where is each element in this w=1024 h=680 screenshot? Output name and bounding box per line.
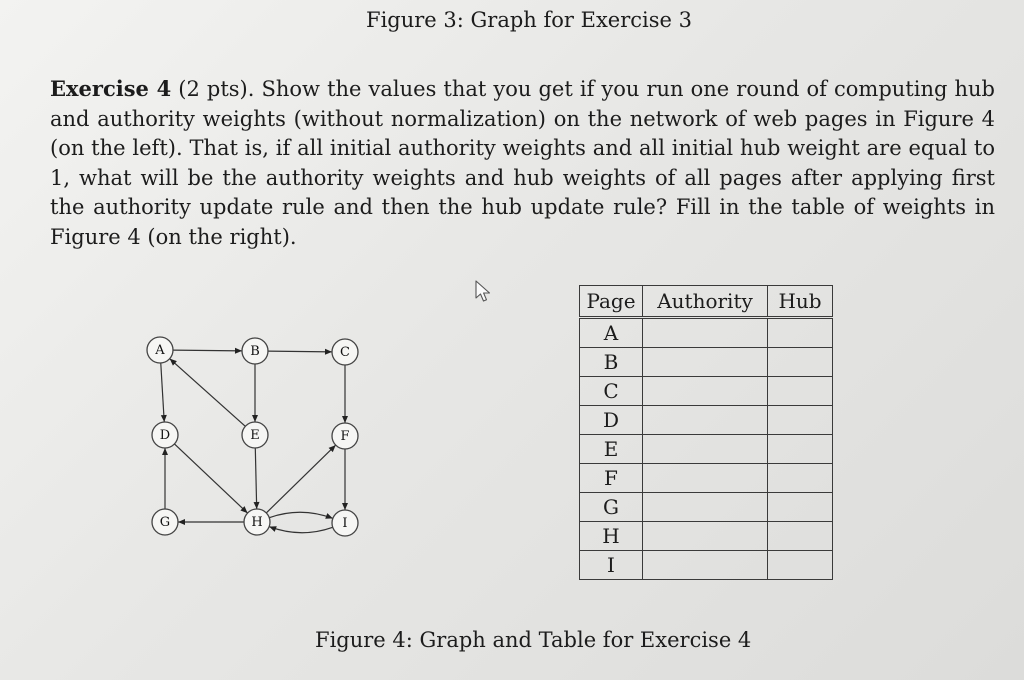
graph-edge-b-c: [268, 349, 332, 355]
table-row: [580, 464, 833, 493]
page-cell: E: [580, 435, 643, 464]
header-page: Page: [580, 286, 643, 318]
hub-cell[interactable]: [768, 377, 833, 406]
hub-cell[interactable]: [768, 464, 833, 493]
hub-cell[interactable]: [768, 435, 833, 464]
exercise-points: (2 pts).: [178, 77, 255, 101]
authority-cell[interactable]: [643, 464, 768, 493]
node-label: C: [340, 345, 350, 360]
page-cell: F: [580, 464, 643, 493]
table-row: [580, 493, 833, 522]
graph-node-g: [152, 509, 178, 535]
graph-edge-a-b: [173, 348, 242, 354]
table-row: [580, 551, 833, 580]
page-cell: B: [580, 348, 643, 377]
hub-cell[interactable]: [768, 348, 833, 377]
table-row: [580, 318, 833, 348]
graph-node-f: [332, 423, 358, 449]
page-cell: C: [580, 377, 643, 406]
graph-node-e: [242, 422, 268, 448]
node-label: F: [340, 429, 350, 444]
page-cell: G: [580, 493, 643, 522]
hub-cell[interactable]: [768, 406, 833, 435]
page-cell: D: [580, 406, 643, 435]
graph-node-i: [332, 510, 358, 536]
table-row: [580, 377, 833, 406]
node-label: A: [155, 343, 165, 358]
authority-cell[interactable]: [643, 377, 768, 406]
node-label: H: [251, 515, 263, 530]
graph-edge-h-i: [269, 512, 333, 519]
mouse-pointer-icon: [474, 279, 494, 303]
node-label: I: [342, 516, 348, 531]
authority-cell[interactable]: [643, 348, 768, 377]
exercise-body: Show the values that you get if you run one round of computing hub and authority weights (without normalization) on the network of web pages in Figure 4 (on the left). That is, if all initial authority weights and all initial hub weight are equal to 1, what will be the authority weights and hub weights of all pages after applying first the authority update rule and then the hub update rule? Fill in the table of weights in Figure 4 (on the right).: [50, 77, 995, 249]
page-cell: I: [580, 551, 643, 580]
hub-cell[interactable]: [768, 522, 833, 551]
table-row: [580, 406, 833, 435]
exercise-text: [50, 74, 995, 252]
hub-cell[interactable]: [768, 493, 833, 522]
graph-node-b: [242, 338, 268, 364]
graph-node-a: [147, 337, 173, 363]
node-label: G: [159, 515, 171, 530]
graph-edge-a-d: [161, 363, 167, 422]
header-authority: Authority: [643, 286, 768, 318]
figure-4-caption: Figure 4: Graph and Table for Exercise 4: [315, 628, 752, 652]
graph-edge-d-h: [174, 444, 247, 513]
page-cell: H: [580, 522, 643, 551]
table-row: [580, 522, 833, 551]
graph-edge-e-h: [254, 448, 260, 509]
hub-cell[interactable]: [768, 318, 833, 348]
node-label: D: [159, 428, 171, 443]
graph-edge-c-f: [342, 365, 348, 423]
graph-figure: [130, 320, 380, 550]
graph-node-h: [244, 509, 270, 535]
weights-table: [579, 285, 833, 580]
node-label: B: [250, 344, 260, 359]
graph-edge-b-e: [252, 364, 258, 422]
node-label: E: [250, 428, 260, 443]
page-cell: A: [580, 318, 643, 348]
authority-cell[interactable]: [643, 493, 768, 522]
exercise-heading: Exercise 4: [50, 76, 172, 101]
graph-edge-h-g: [178, 519, 244, 525]
graph-edge-h-f: [266, 445, 335, 513]
graph-node-c: [332, 339, 358, 365]
graph-node-d: [152, 422, 178, 448]
authority-cell[interactable]: [643, 406, 768, 435]
graph-edge-g-d: [162, 448, 168, 509]
authority-cell[interactable]: [643, 318, 768, 348]
graph-edge-e-a: [170, 359, 246, 427]
figure-3-caption: Figure 3: Graph for Exercise 3: [366, 8, 692, 32]
table-header-row: [580, 286, 833, 318]
table-row: [580, 348, 833, 377]
graph-edge-f-i: [342, 449, 348, 510]
hub-cell[interactable]: [768, 551, 833, 580]
authority-cell[interactable]: [643, 435, 768, 464]
authority-cell[interactable]: [643, 551, 768, 580]
graph-edge-i-h: [269, 526, 333, 533]
table-row: [580, 435, 833, 464]
header-hub: Hub: [768, 286, 833, 318]
authority-cell[interactable]: [643, 522, 768, 551]
